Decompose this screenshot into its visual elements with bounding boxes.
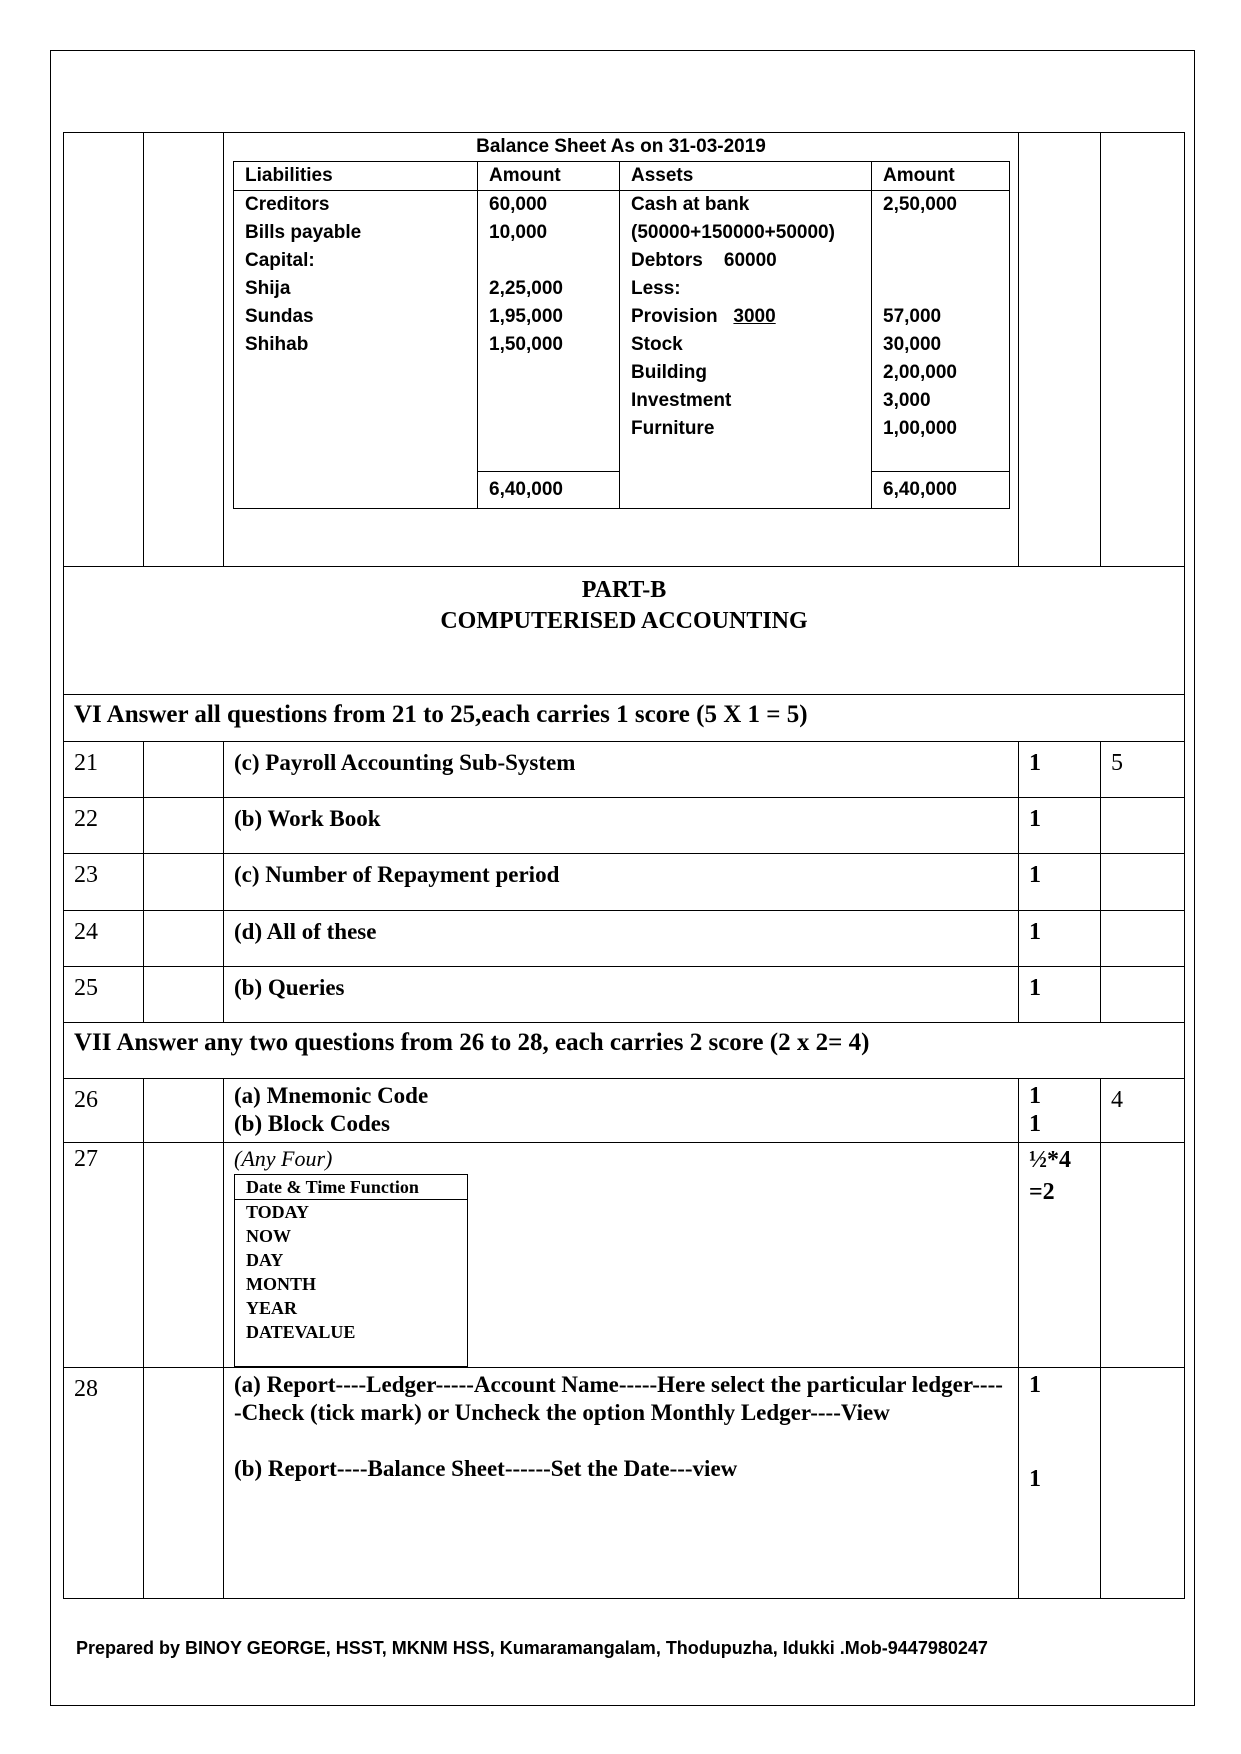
answer-key-table xyxy=(63,132,1185,1599)
liability-amount: 10,000 xyxy=(489,222,548,243)
asset-item: Debtors 60000 xyxy=(631,250,777,271)
asset-item: Building xyxy=(631,362,707,383)
asset-item: Investment xyxy=(631,390,732,411)
provision-label: Provision xyxy=(631,306,734,327)
question-number: 24 xyxy=(64,911,144,967)
mark-value: 1 xyxy=(1019,742,1101,798)
asset-amount: 3,000 xyxy=(883,390,931,411)
answer-line: (a) Report----Ledger-----Account Name-----Here select the particular ledger-----Check (tick mark) or Uncheck the option Monthly Ledger----View xyxy=(234,1372,1003,1425)
total-cell-empty xyxy=(1101,798,1185,854)
answer-cell xyxy=(224,1143,1019,1368)
section-vii-heading: VII Answer any two questions from 26 to 28, each carries 2 score (2 x 2= 4) xyxy=(64,1023,1185,1079)
liability-item: Sundas xyxy=(245,306,314,327)
mark-value: 1 xyxy=(1029,1466,1041,1492)
question-number: 28 xyxy=(64,1368,144,1599)
balance-sheet-cell xyxy=(224,133,1019,567)
sub-cell xyxy=(144,854,224,911)
mark-cell-empty xyxy=(1019,133,1101,567)
total-assets: 6,40,000 xyxy=(872,471,1009,508)
part-b-heading xyxy=(64,567,1185,695)
mark-value: 1 xyxy=(1019,967,1101,1023)
total-cell-empty xyxy=(1101,133,1185,567)
liability-item: Shija xyxy=(245,278,291,299)
mark-cell xyxy=(1019,1143,1101,1368)
total-cell-empty xyxy=(1101,911,1185,967)
total-cell-empty xyxy=(1101,967,1185,1023)
asset-item: Furniture xyxy=(631,418,715,439)
function-list xyxy=(235,1200,468,1367)
part-subtitle: COMPUTERISED ACCOUNTING xyxy=(440,608,808,634)
total-cell-empty xyxy=(1101,1143,1185,1368)
function-item: MONTH xyxy=(246,1274,316,1294)
mark-value: ½*4 xyxy=(1029,1147,1071,1173)
function-table-header: Date & Time Function xyxy=(235,1175,468,1200)
asset-item: Cash at bank xyxy=(631,194,750,215)
asset-item: Stock xyxy=(631,334,683,355)
asset-amount: 2,00,000 xyxy=(883,362,957,383)
liability-item: Capital: xyxy=(245,250,315,271)
total-liabilities: 6,40,000 xyxy=(478,471,619,508)
provision-value: 3000 xyxy=(733,306,776,327)
answer-text: (c) Payroll Accounting Sub-System xyxy=(224,742,1019,798)
asset-amount: 30,000 xyxy=(883,334,942,355)
asset-item xyxy=(631,303,871,331)
liability-amount xyxy=(489,247,619,275)
answer-line: (b) Block Codes xyxy=(234,1111,390,1136)
question-number: 21 xyxy=(64,742,144,798)
function-item: DATEVALUE xyxy=(246,1322,356,1342)
question-number: 25 xyxy=(64,967,144,1023)
footer-credit: Prepared by BINOY GEORGE, HSST, MKNM HSS, Kumaramangalam, Thodupuzha, Idukki .Mob-9447980247 xyxy=(76,1638,988,1658)
liability-amount: 1,50,000 xyxy=(489,334,563,355)
sub-cell-empty xyxy=(144,133,224,567)
total-cell-empty xyxy=(1101,854,1185,911)
asset-amount: 57,000 xyxy=(883,306,942,327)
sub-cell xyxy=(144,1368,224,1599)
mark-value: 1 xyxy=(1029,1083,1041,1109)
function-item: NOW xyxy=(246,1226,291,1246)
date-time-function-table xyxy=(234,1174,468,1367)
answer-note: (Any Four) xyxy=(234,1146,333,1171)
mark-value: 1 xyxy=(1019,911,1101,967)
total-cell-empty xyxy=(1101,1368,1185,1599)
asset-amount: 2,50,000 xyxy=(883,194,957,215)
function-item: YEAR xyxy=(246,1298,298,1318)
mark-value: 1 xyxy=(1019,854,1101,911)
sub-cell xyxy=(144,742,224,798)
answer-line: (b) Report----Balance Sheet------Set the Date---view xyxy=(234,1456,738,1481)
question-number: 27 xyxy=(64,1143,144,1368)
function-item: DAY xyxy=(246,1250,284,1270)
section-vi-heading: VI Answer all questions from 21 to 25,each carries 1 score (5 X 1 = 5) xyxy=(64,695,1185,742)
liability-amount: 60,000 xyxy=(489,194,548,215)
asset-amount xyxy=(883,275,1009,303)
mark-value: 1 xyxy=(1019,798,1101,854)
assets-column xyxy=(620,191,872,509)
answer-text: (b) Work Book xyxy=(224,798,1019,854)
balance-sheet-title: Balance Sheet As on 31-03-2019 xyxy=(476,136,766,157)
sub-cell xyxy=(144,911,224,967)
mark-cell xyxy=(1019,1368,1101,1599)
bs-header-amount: Amount xyxy=(872,162,1010,191)
bs-header-liabilities: Liabilities xyxy=(234,162,478,191)
liability-amount: 1,95,000 xyxy=(489,306,563,327)
bs-header-assets: Assets xyxy=(620,162,872,191)
part-title: PART-B xyxy=(581,577,667,603)
asset-item: Less: xyxy=(631,278,681,299)
answer-text: (d) All of these xyxy=(224,911,1019,967)
balance-sheet-table xyxy=(233,161,1010,509)
mark-value: 1 xyxy=(1029,1372,1041,1398)
section-total: 4 xyxy=(1101,1079,1185,1143)
function-item: TODAY xyxy=(246,1202,310,1222)
liability-amounts-column xyxy=(478,191,620,509)
section-total: 5 xyxy=(1101,742,1185,798)
liability-item: Shihab xyxy=(245,334,309,355)
sub-cell xyxy=(144,1143,224,1368)
liability-amount: 2,25,000 xyxy=(489,278,563,299)
mark-value: =2 xyxy=(1029,1179,1055,1205)
qno-cell-empty xyxy=(64,133,144,567)
question-number: 22 xyxy=(64,798,144,854)
sub-cell xyxy=(144,967,224,1023)
answer-text: (b) Queries xyxy=(224,967,1019,1023)
mark-cell xyxy=(1019,1079,1101,1143)
answer-line: (a) Mnemonic Code xyxy=(234,1083,429,1108)
liability-item: Creditors xyxy=(245,194,330,215)
liability-item: Bills payable xyxy=(245,222,362,243)
answer-cell xyxy=(224,1368,1019,1599)
liabilities-column xyxy=(234,191,478,509)
asset-amount: 1,00,000 xyxy=(883,418,957,439)
asset-amount xyxy=(883,247,1009,275)
sub-cell xyxy=(144,798,224,854)
bs-header-amount: Amount xyxy=(478,162,620,191)
answer-cell xyxy=(224,1079,1019,1143)
answer-text: (c) Number of Repayment period xyxy=(224,854,1019,911)
asset-amount xyxy=(883,219,1009,247)
sub-cell xyxy=(144,1079,224,1143)
question-number: 23 xyxy=(64,854,144,911)
question-number: 26 xyxy=(64,1079,144,1143)
asset-amounts-column xyxy=(872,191,1010,509)
asset-item: (50000+150000+50000) xyxy=(631,222,835,243)
mark-value: 1 xyxy=(1029,1111,1041,1137)
